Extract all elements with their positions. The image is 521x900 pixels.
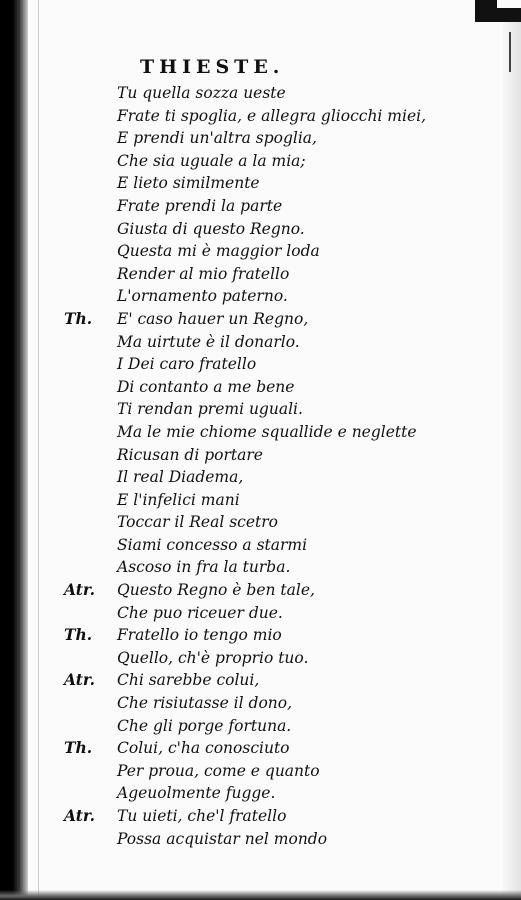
verse-line xyxy=(64,285,484,308)
verse-text: Frate ti spoglia, e allegra gliocchi miei, xyxy=(117,106,427,125)
verse-text: L'ornamento paterno. xyxy=(117,287,288,306)
verse-text: Ageuolmente fugge. xyxy=(117,784,276,803)
verse-text: Questo Regno è ben tale, xyxy=(117,581,315,600)
verse-line xyxy=(64,624,484,647)
verse-line xyxy=(64,398,484,421)
verse-line xyxy=(64,760,484,783)
verse-text: Render al mio fratello xyxy=(117,264,290,283)
scan-edge-right xyxy=(503,22,521,900)
verse-block xyxy=(64,82,484,850)
verse-text: Giusta di questo Regno. xyxy=(117,219,305,238)
verse-line xyxy=(64,647,484,670)
verse-line xyxy=(64,444,484,467)
verse-line xyxy=(64,331,484,354)
verse-text: Tu uieti, che'l fratello xyxy=(117,807,287,825)
running-header: THIESTE. xyxy=(140,56,285,78)
verse-text: Questa mi è maggior loda xyxy=(117,242,320,261)
verse-line xyxy=(64,150,484,173)
verse-text: Possa acquistar nel mondo xyxy=(117,829,328,848)
speaker-label: Atr. xyxy=(64,806,96,825)
verse-text: Ma uirtute è il donarlo. xyxy=(117,332,300,351)
verse-text: Siami concesso a starmi xyxy=(117,535,308,554)
gutter-line xyxy=(38,0,39,900)
verse-line xyxy=(64,421,484,444)
verse-line xyxy=(64,353,484,376)
verse-line xyxy=(64,715,484,738)
speaker-label: Atr. xyxy=(64,670,96,690)
verse-text: Ricusan di portare xyxy=(117,445,263,464)
verse-line xyxy=(64,240,484,263)
verse-text: Ma le mie chiome squallide e neglette xyxy=(117,422,417,441)
verse-line xyxy=(64,127,484,150)
verse-line xyxy=(64,782,484,805)
verse-text: Per proua, come e quanto xyxy=(117,761,320,780)
verse-line xyxy=(64,195,484,218)
scan-edge-bottom xyxy=(0,890,521,900)
verse-text: Chi sarebbe colui, xyxy=(117,671,260,690)
verse-text: Toccar il Real scetro xyxy=(117,513,278,532)
verse-line xyxy=(64,556,484,579)
verse-text: Frate prendi la parte xyxy=(117,196,283,215)
speaker-label: Th. xyxy=(64,738,93,758)
speaker-label: Th. xyxy=(64,625,93,645)
verse-line xyxy=(64,579,484,602)
verse-text: E prendi un'altra spoglia, xyxy=(117,129,317,148)
verse-text: E lieto similmente xyxy=(117,174,260,193)
verse-text: Che risiutasse il dono, xyxy=(117,694,293,713)
verse-line xyxy=(64,466,484,489)
scan-mark xyxy=(509,32,511,72)
verse-text: Che puo riceuer due. xyxy=(117,603,283,622)
scan-edge-left xyxy=(0,0,28,900)
verse-text: Che gli porge fortuna. xyxy=(117,716,292,735)
verse-text: Di contanto a me bene xyxy=(117,377,295,396)
verse-line xyxy=(64,805,484,828)
verse-text: E l'infelici mani xyxy=(117,490,240,509)
verse-text: Fratello io tengo mio xyxy=(117,626,282,645)
verse-line xyxy=(64,82,484,105)
verse-line xyxy=(64,737,484,760)
verse-text: Il real Diadema, xyxy=(117,468,244,487)
verse-line xyxy=(64,172,484,195)
verse-line xyxy=(64,828,484,851)
speaker-label: Atr. xyxy=(64,580,96,600)
verse-line xyxy=(64,511,484,534)
verse-line xyxy=(64,376,484,399)
verse-text: Colui, c'ha conosciuto xyxy=(117,739,290,758)
scan-notch xyxy=(497,0,521,8)
verse-text: Ti rendan premi uguali. xyxy=(117,400,303,419)
verse-text: E' caso hauer un Regno, xyxy=(117,309,309,328)
verse-text: Ascoso in fra la turba. xyxy=(117,558,291,577)
verse-text: Tu quella sozza ueste xyxy=(117,84,286,102)
verse-text: Quello, ch'è proprio tuo. xyxy=(117,648,309,667)
verse-text: I Dei caro fratello xyxy=(117,355,257,374)
verse-line xyxy=(64,489,484,512)
verse-line xyxy=(64,263,484,286)
verse-line xyxy=(64,308,484,331)
verse-line xyxy=(64,218,484,241)
verse-line xyxy=(64,534,484,557)
verse-line xyxy=(64,105,484,128)
speaker-label: Th. xyxy=(64,308,93,328)
verse-line xyxy=(64,602,484,625)
verse-line xyxy=(64,692,484,715)
verse-line xyxy=(64,669,484,692)
verse-text: Che sia uguale a la mia; xyxy=(117,151,306,170)
